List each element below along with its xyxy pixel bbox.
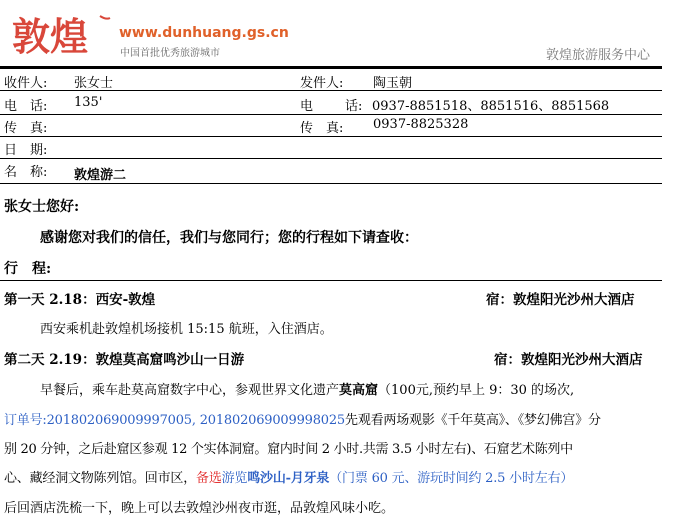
- intro-text: 感谢您对我们的信任，我们与您同行；您的行程如下请查收：: [40, 230, 418, 246]
- sender-phone-label-1: 电: [300, 99, 314, 114]
- day2-line-1-a: 早餐后，乘车赴莫高窟数字中心，参观世界文化遗产: [40, 383, 340, 398]
- site-url[interactable]: www.dunhuang.gs.cn: [119, 25, 289, 41]
- row-divider: [0, 158, 662, 159]
- header-divider: [0, 66, 662, 69]
- dunhuang-logo: [12, 10, 112, 62]
- sender-value: 陶玉朝: [373, 76, 413, 91]
- day2-line-2: [4, 409, 601, 428]
- day2-line-4: [4, 467, 573, 486]
- sender-phone-value: 0937-8851518、8851516、8851568: [372, 99, 610, 114]
- phone-label: 电 话:: [4, 99, 48, 114]
- name-label: 名 称:: [4, 165, 48, 180]
- row-divider: [0, 114, 662, 115]
- optional-tag: 备选: [196, 471, 222, 486]
- mingsha-mountain: 鸣沙山-月牙泉: [247, 471, 330, 486]
- day2-title: 第二天 2.19：敦煌莫高窟鸣沙山一日游: [4, 352, 245, 368]
- day2-line-2-b: 先观看两场观影《千年莫高》、《梦幻佛宫》分: [345, 413, 601, 428]
- ticket-info: （门票 60 元、游玩时间约 2.5 小时左右）: [329, 471, 574, 486]
- day2-line-1: [40, 379, 574, 398]
- day1-text: 西安乘机赴敦煌机场接机 15:15 航班，入住酒店。: [40, 322, 333, 337]
- section-divider: [0, 280, 662, 281]
- order-numbers: 订单号:20180206900999700​5, 20180206900999802​5: [4, 413, 346, 428]
- day1-hotel: 宿：敦煌阳光沙州大酒店: [486, 292, 635, 308]
- name-value: 敦煌游二: [74, 168, 127, 183]
- day2-line-4-blue: 游览: [221, 471, 248, 486]
- day2-line-1-c: （100元,预约早上 9：30 的场次,: [378, 383, 575, 398]
- day2-line-5: 后回酒店洗梳一下，晚上可以去敦煌沙州夜市逛，品敦煌风味小吃。: [4, 501, 395, 516]
- logo-lettering: 敦煌: [12, 14, 89, 59]
- phone-value: 135': [74, 95, 103, 110]
- date-label: 日 期:: [4, 143, 48, 158]
- fax-label: 传 真:: [4, 121, 48, 136]
- row-divider: [0, 136, 662, 137]
- day2-line-3: 别 20 分钟，之后赴窟区参观 12 个实体洞窟。窟内时间 2 小时.共需 3.5 小时左右)、石窟艺术陈列中: [4, 442, 573, 457]
- day1-title: 第一天 2.18：西安-敦煌: [4, 292, 156, 308]
- sender-label: 发件人:: [300, 76, 344, 91]
- sender-fax-label: 传 真:: [300, 121, 344, 136]
- site-tagline: 中国首批优秀旅游城市: [120, 48, 220, 59]
- day2-hotel: 宿：敦煌阳光沙州大酒店: [494, 352, 643, 368]
- itinerary-label: 行 程:: [4, 261, 52, 277]
- day2-mogao-caves: 莫高窟: [339, 383, 379, 398]
- row-divider: [0, 183, 662, 184]
- service-center-name: 敦煌旅游服务中心: [545, 48, 650, 63]
- greeting: 张女士您好:: [4, 199, 80, 215]
- sender-fax-value: 0937-8825328: [373, 117, 469, 132]
- recipient-label: 收件人:: [4, 76, 48, 91]
- recipient-value: 张女士: [74, 76, 114, 91]
- day2-line-4-a: 心、藏经洞文物陈列馆。回市区，: [4, 471, 197, 486]
- row-divider: [0, 90, 662, 91]
- sender-phone-label-2: 话:: [345, 99, 363, 114]
